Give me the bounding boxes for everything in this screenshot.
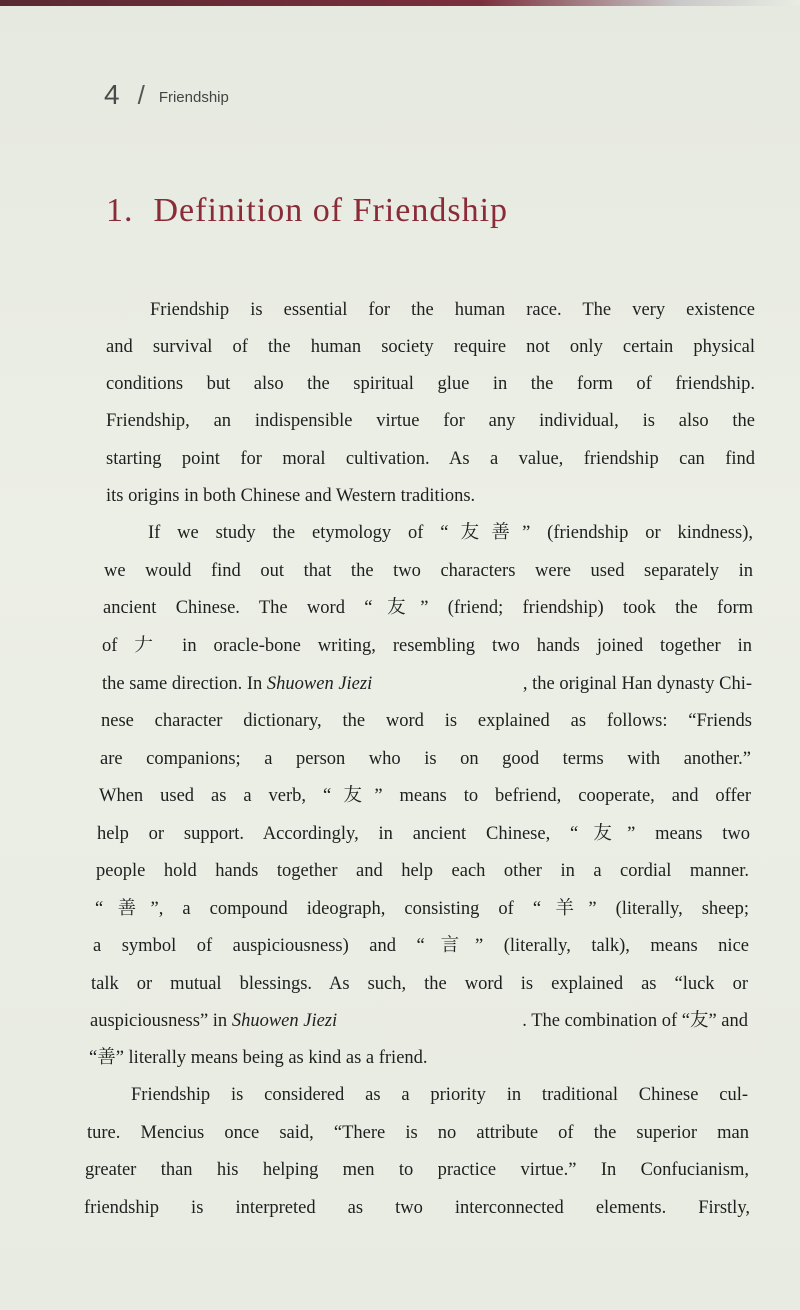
line-text: the same direction. In: [102, 674, 267, 694]
body-line: we would find out that the two characters were used separately in: [104, 561, 753, 581]
running-header: [104, 78, 229, 112]
body-line: help or support. Accordingly, in ancient Chinese, “友” means two: [97, 824, 750, 844]
book-title: Shuowen Jiezi: [266, 674, 373, 694]
body-line: Friendship is essential for the human race. The very existence: [150, 300, 755, 320]
header-separator: /: [137, 79, 145, 110]
body-line: When used as a verb, “友” means to befriend, cooperate, and offer: [99, 786, 751, 806]
book-title: Shuowen Jiezi: [231, 1011, 338, 1031]
body-line: [90, 1008, 748, 1034]
body-line: conditions but also the spiritual glue in the form of friendship.: [106, 374, 755, 394]
body-line: of 𠂇 in oracle-bone writing, resembling two hands joined together in: [102, 636, 752, 656]
running-title: Friendship: [158, 88, 229, 106]
body-line: a symbol of auspiciousness) and “言” (literally, talk), means nice: [93, 936, 749, 956]
body-line: starting point for moral cultivation. As a value, friendship can find: [106, 449, 755, 469]
page-number: 4: [104, 79, 120, 110]
line-segment: [102, 671, 372, 697]
chapter-number: 1.: [106, 192, 134, 229]
chapter-title-text: Definition of Friendship: [153, 192, 509, 229]
body-line: its origins in both Chinese and Western traditions.: [106, 486, 476, 506]
body-line: “善”, a compound ideograph, consisting of “羊” (literally, sheep;: [95, 899, 749, 919]
chapter-title: [106, 192, 508, 230]
body-line: Friendship is considered as a priority in traditional Chinese cul-: [131, 1085, 748, 1105]
body-line: talk or mutual blessings. As such, the word is explained as “luck or: [91, 974, 748, 994]
body-line: Friendship, an indispensible virtue for any individual, is also the: [106, 411, 755, 431]
body-line: ture. Mencius once said, “There is no attribute of the superior man: [87, 1123, 749, 1143]
body-line: greater than his helping men to practice virtue.” In Confucianism,: [85, 1160, 749, 1180]
body-line: [102, 671, 752, 697]
body-line: are companions; a person who is on good terms with another.”: [100, 749, 751, 769]
body-line: nese character dictionary, the word is explained as follows: “Friends: [101, 711, 752, 731]
body-line: If we study the etymology of “友善” (friendship or kindness),: [148, 523, 753, 543]
line-text: auspiciousness” in: [90, 1011, 232, 1031]
body-line: ancient Chinese. The word “友” (friend; friendship) took the form: [103, 598, 753, 618]
line-text: , the original Han dynasty Chi-: [522, 674, 752, 694]
body-line: people hold hands together and help each other in a cordial manner.: [96, 861, 749, 881]
body-line: “善” literally means being as kind as a friend.: [89, 1048, 428, 1068]
line-text: . The combination of “友” and: [522, 1011, 748, 1031]
body-line: and survival of the human society require not only certain physical: [106, 337, 755, 357]
line-segment: [90, 1008, 337, 1034]
body-line: friendship is interpreted as two interconnected elements. Firstly,: [84, 1198, 750, 1218]
